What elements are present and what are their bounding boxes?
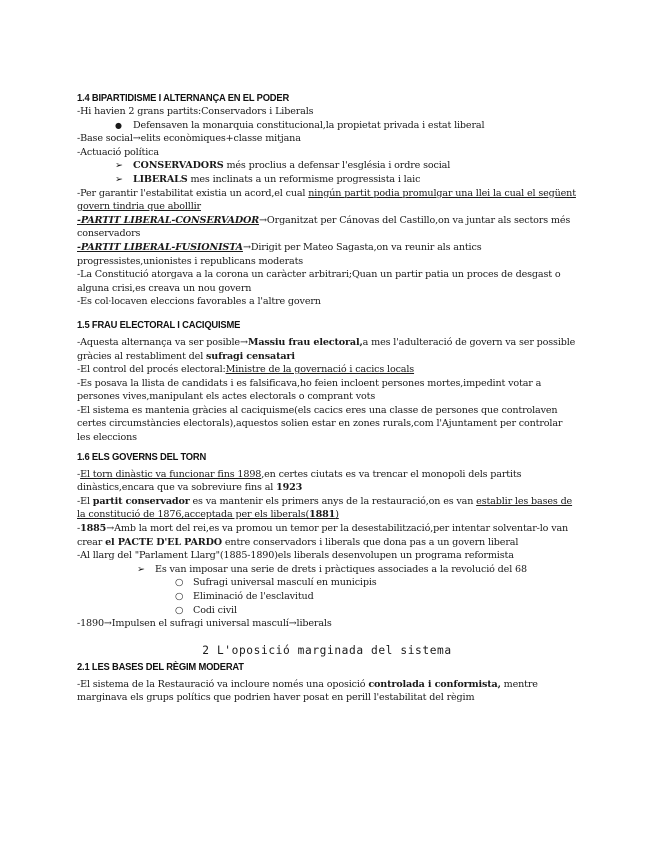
chapter-title: 2 L'oposició marginada del sistema xyxy=(202,643,452,657)
paragraph: -Aquesta alternança va ser posible→Massiu frau electoral,a mes l'adulteració de govern va ser possible gràcies al restabliment del sufragi censatari xyxy=(77,336,576,362)
paragraph: -El sistema es mantenia gràcies al caciquisme(els cacics eres una classe de persones que controlaven certes circumstàncies electorals),aquestos solien estar en zones rurals,com l'Ajuntament per controlar les eleccions xyxy=(77,404,563,444)
paragraph: -PARTIT LIBERAL-FUSIONISTA→Dirigit per Mateo Sagasta,on va reunir als antics progressistes,unionistes i republicans moderats xyxy=(77,241,482,267)
circle-item: ○ Sufragi universal masculí en municipis xyxy=(175,577,377,589)
circle-bullet-icon: ○ xyxy=(175,577,184,589)
arrow-bullet-icon: ➢ xyxy=(115,173,123,185)
paragraph: -El control del procés electoral:Ministre de la governació i cacics locals xyxy=(77,364,415,376)
paragraph: -El torn dinàstic va funcionar fins 1898,en certes ciutats es va trencar el monopoli dels partits dinàstics,encara que va sobreviure fins al 1923 xyxy=(77,468,522,494)
circle-item: ○ Codi civil xyxy=(175,604,237,616)
circle-bullet-icon: ○ xyxy=(175,591,184,602)
section-heading-1-4: 1.4 BIPARTIDISME I ALTERNANÇA EN EL PODER xyxy=(77,93,290,104)
paragraph: -Es posava la llista de candidats i es falsificava,ho feien incloent persones mortes,impedint votar a persones vives,manipulant els actes electorals o comprant vots xyxy=(77,377,542,403)
arrow-item: ➢ CONSERVADORS més proclius a defensar l'església i ordre social xyxy=(115,160,451,172)
paragraph: -1890→Impulsen el sufragi universal masculí→liberals xyxy=(77,618,332,630)
circle-bullet-icon: ○ xyxy=(175,604,184,616)
bullet-icon: ● xyxy=(115,120,122,130)
paragraph: -1885→Amb la mort del rei,es va promou un temor per la desestabilització,per intentar solventar-lo van crear el PACTE D'EL PARDO entre conservadors i liberals que dona pas a un govern liberal xyxy=(77,523,569,548)
paragraph: -Base social→elits econòmiques+classe mitjana xyxy=(77,133,301,145)
arrow-bullet-icon: ➢ xyxy=(137,563,145,575)
paragraph: -El partit conservador es va mantenir els primers anys de la restauració,on es van establir les bases de la constitució de 1876,acceptada per els liberals(1881) xyxy=(77,495,573,521)
section-heading-1-5: 1.5 FRAU ELECTORAL I CACIQUISME xyxy=(77,319,241,331)
paragraph: -PARTIT LIBERAL-CONSERVADOR→Organitzat per Cánovas del Castillo,on va juntar als sectors més conservadors xyxy=(77,214,571,240)
arrow-item: ➢ Es van imposar una serie de drets i pràctiques associades a la revolució del 68 xyxy=(137,563,527,575)
section-heading-2-1: 2.1 LES BASES DEL RÈGIM MODERAT xyxy=(77,661,244,673)
paragraph: -Hi havien 2 grans partits:Conservadors i Liberals xyxy=(77,106,314,117)
paragraph: -El sistema de la Restauració va incloure només una oposició controlada i conformista, mentre marginava els grups polítics que podrien haver posat en perill l'estabilitat del règim xyxy=(77,678,538,704)
section-heading-1-6: 1.6 ELS GOVERNS DEL TORN xyxy=(77,451,207,463)
paragraph: -Es col·locaven eleccions favorables a l'altre govern xyxy=(77,296,321,308)
paragraph: -La Constitució atorgava a la corona un caràcter arbitrari;Quan un partir patia un proces de desgast o alguna crisi,es creava un nou govern xyxy=(77,269,561,294)
paragraph: -Per garantir l'estabilitat existia un acord,el cual ningún partit podia promulgar una llei la cual el següent govern tindria que abolllir xyxy=(77,187,576,213)
paragraph: -Al llarg del "Parlament Llarg"(1885-1890)els liberals desenvolupen un programa reformista xyxy=(77,550,514,562)
document-page xyxy=(77,92,577,705)
bullet-item: ● Defensaven la monarquia constitucional,la propietat privada i estat liberal xyxy=(115,119,485,131)
circle-item: ○ Eliminació de l'esclavitud xyxy=(175,591,314,602)
paragraph: -Actuació política xyxy=(77,146,159,158)
arrow-item: ➢ LIBERALS mes inclinats a un reformisme progressista i laic xyxy=(115,173,421,185)
arrow-bullet-icon: ➢ xyxy=(115,160,123,172)
